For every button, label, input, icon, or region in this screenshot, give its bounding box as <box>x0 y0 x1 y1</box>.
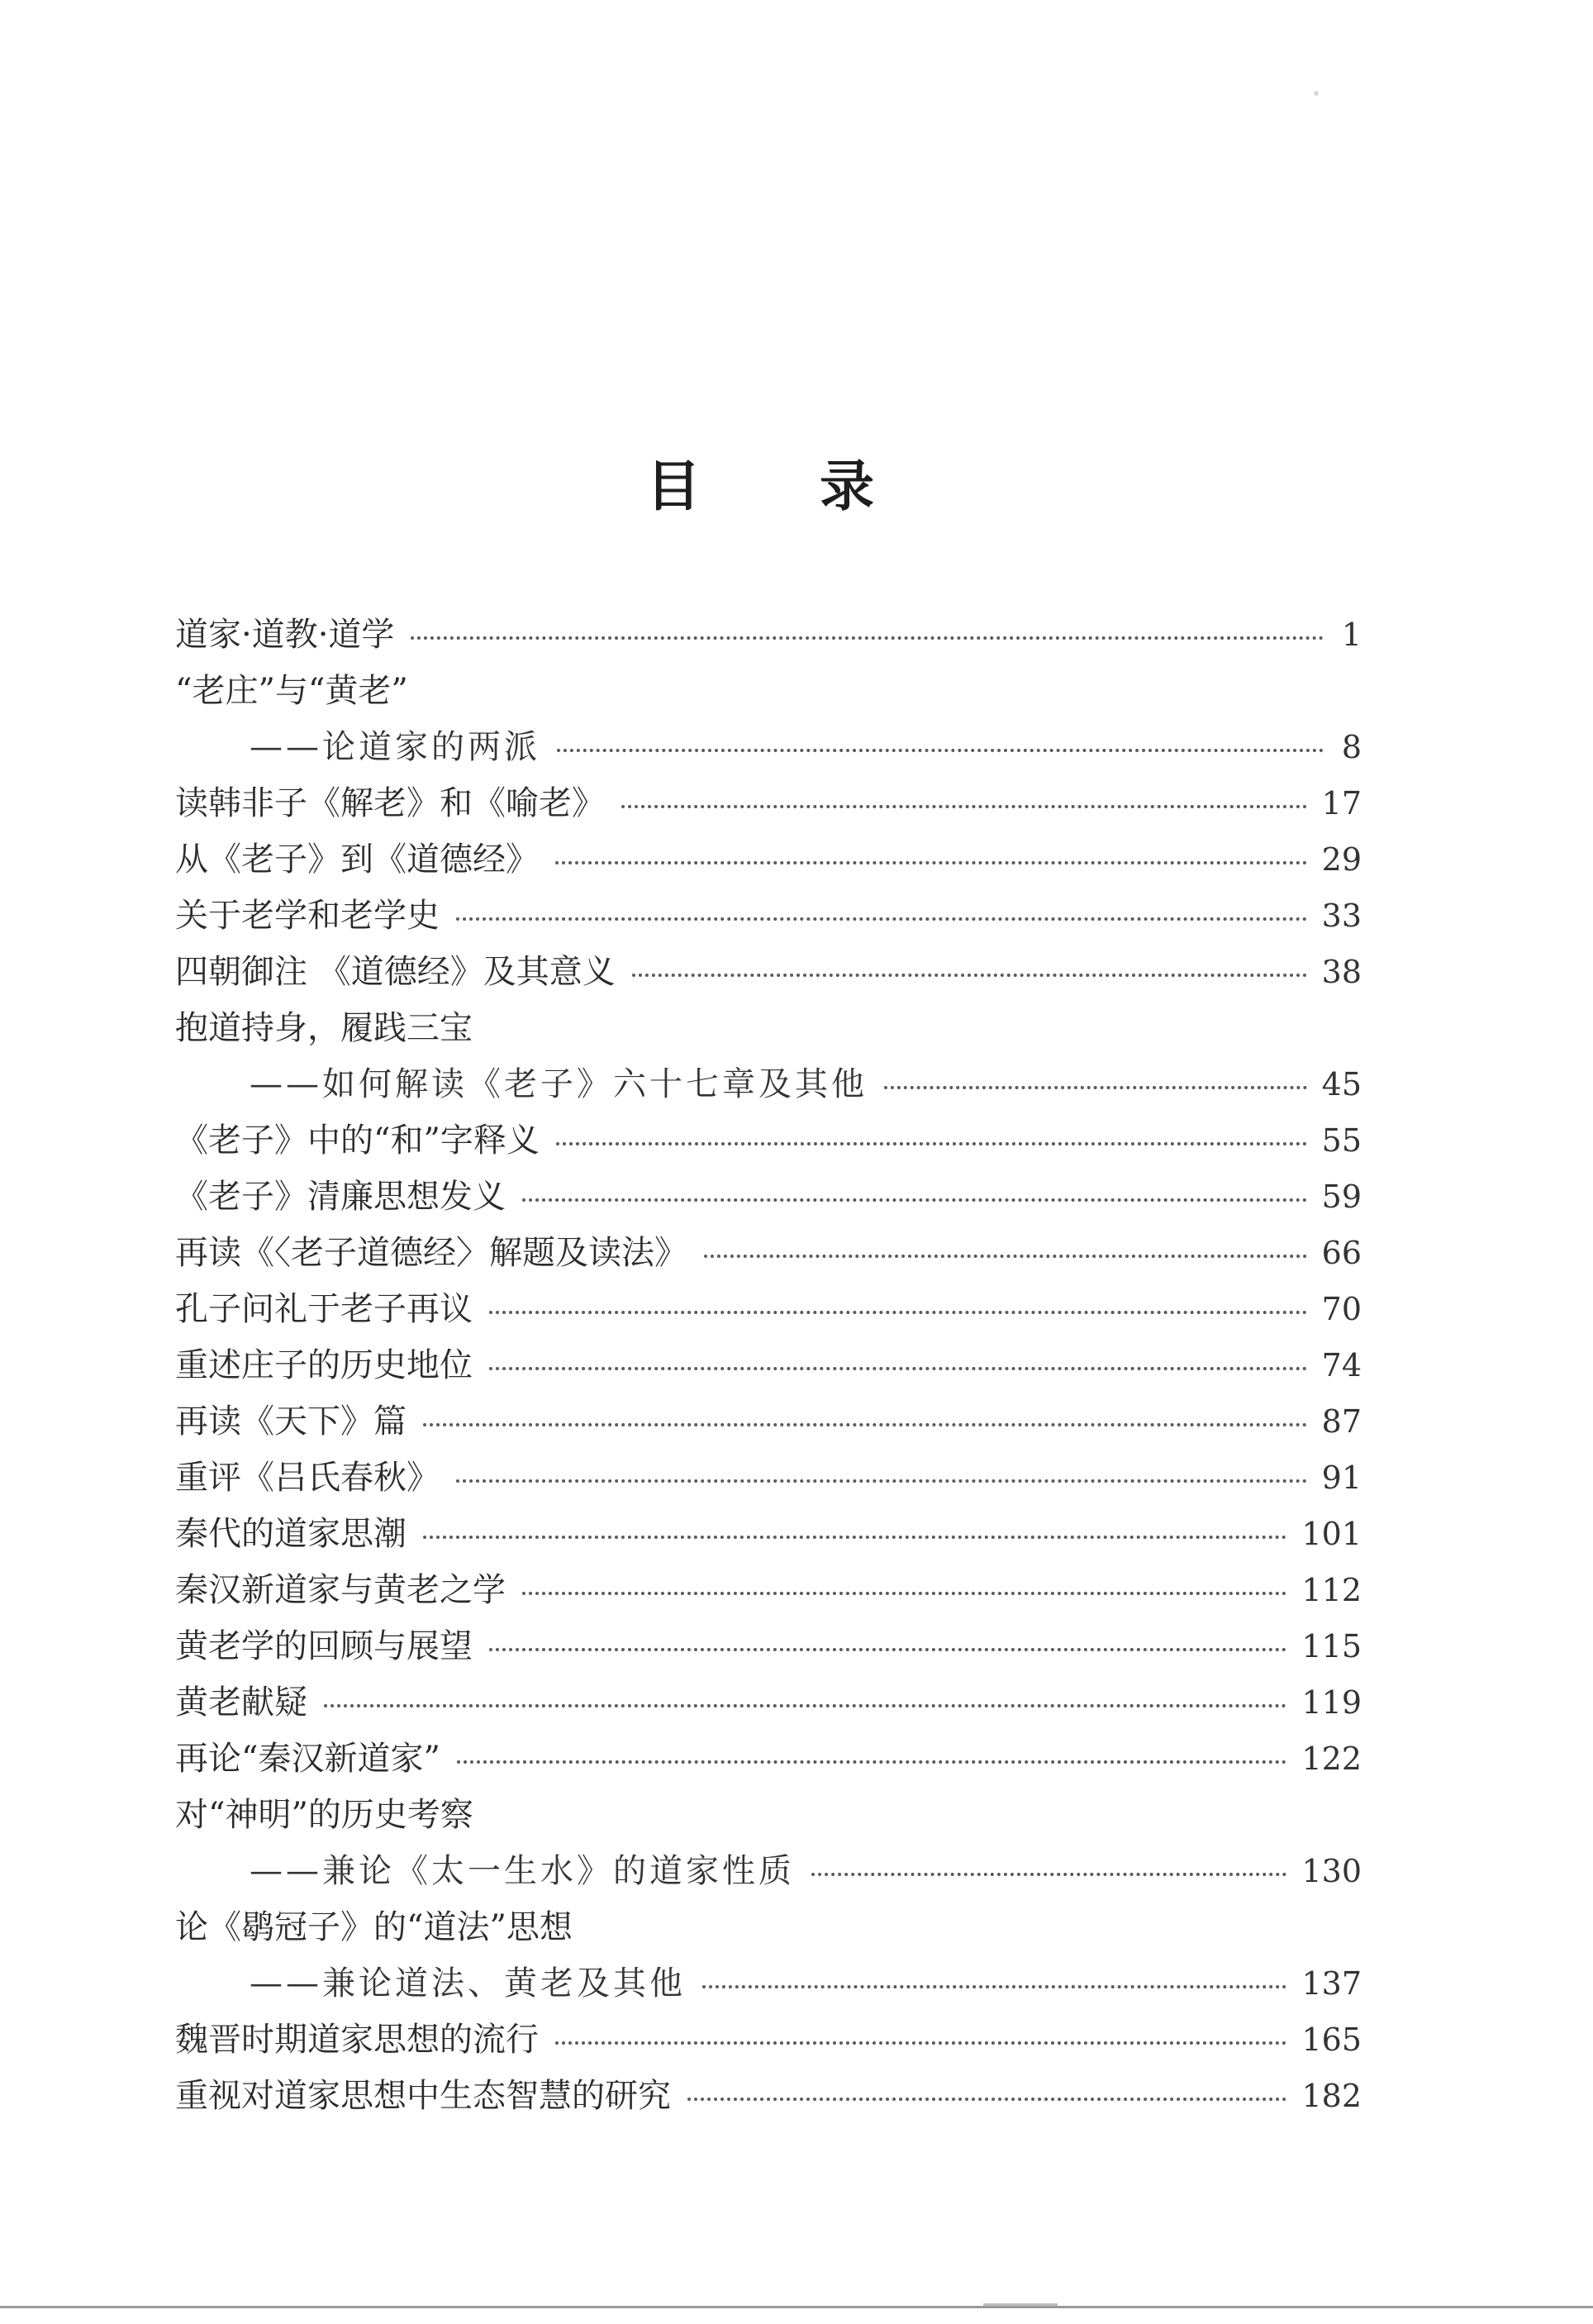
toc-page-number: 17 <box>1321 785 1362 821</box>
toc-page-number: 87 <box>1321 1403 1362 1440</box>
dot-leader <box>489 1648 1286 1651</box>
toc-entry[interactable] <box>175 1000 1362 1056</box>
toc-page-number: 38 <box>1321 954 1362 990</box>
toc-entry-title: 对“神明”的历史考察 <box>175 1796 473 1834</box>
toc-page-number: 130 <box>1301 1853 1362 1889</box>
toc-entry-title: 关于老学和老学史 <box>175 897 440 935</box>
dot-leader <box>811 1873 1286 1876</box>
toc-entry-title: 黄老献疑 <box>175 1683 307 1722</box>
dot-leader <box>704 1255 1307 1258</box>
toc-entry-title: 秦汉新道家与黄老之学 <box>175 1571 506 1609</box>
dot-leader <box>457 1760 1287 1764</box>
table-of-contents <box>175 607 1362 2124</box>
toc-entry[interactable] <box>175 831 1362 888</box>
bottom-edge-rule <box>0 2306 1593 2308</box>
toc-entry-title: 重评《吕氏春秋》 <box>175 1459 440 1497</box>
dot-leader <box>489 1367 1307 1370</box>
scan-speck <box>1314 91 1319 96</box>
dot-leader <box>423 1536 1286 1539</box>
toc-page-number: 1 <box>1341 617 1362 653</box>
toc-entry[interactable] <box>175 1562 1362 1618</box>
toc-entry[interactable] <box>175 1506 1362 1562</box>
toc-page-number: 165 <box>1301 2022 1362 2058</box>
toc-entry[interactable] <box>175 2012 1362 2068</box>
toc-entry[interactable] <box>175 1618 1362 1674</box>
toc-page-number: 182 <box>1301 2078 1362 2114</box>
dot-leader <box>423 1423 1307 1426</box>
toc-entry-subtitle[interactable] <box>175 1843 1362 1899</box>
toc-entry-title: 论《鹖冠子》的“道法”思想 <box>175 1908 573 1946</box>
toc-page-number: 70 <box>1321 1291 1362 1327</box>
toc-entry-title: 再读《天下》篇 <box>175 1402 407 1441</box>
toc-entry[interactable] <box>175 1393 1362 1450</box>
toc-entry-subtitle[interactable] <box>175 1955 1362 2012</box>
dot-leader <box>687 2098 1286 2101</box>
dot-leader <box>621 805 1307 808</box>
toc-entry[interactable] <box>175 1787 1362 1843</box>
dot-leader <box>632 974 1307 977</box>
toc-entry-subtitle-text: ——兼论《太一生水》的道家性质 <box>250 1852 795 1890</box>
toc-entry-subtitle-text: ——如何解读《老子》六十七章及其他 <box>250 1065 868 1103</box>
toc-page-number: 29 <box>1321 841 1362 878</box>
dot-leader <box>884 1086 1307 1089</box>
toc-page-number: 74 <box>1321 1347 1362 1383</box>
dot-leader <box>702 1985 1286 1988</box>
toc-entry-subtitle[interactable] <box>175 719 1362 775</box>
title-char-1: 目 <box>646 454 701 518</box>
toc-entry[interactable] <box>175 2068 1362 2124</box>
toc-entry[interactable] <box>175 1899 1362 1955</box>
toc-entry-title: 魏晋时期道家思想的流行 <box>175 2021 539 2059</box>
toc-page-number: 66 <box>1321 1235 1362 1271</box>
toc-entry-title: 《老子》清廉思想发义 <box>175 1178 506 1216</box>
toc-entry-title: 重述庄子的历史地位 <box>175 1346 473 1384</box>
toc-entry-title: 重视对道家思想中生态智慧的研究 <box>175 2077 671 2115</box>
toc-entry-title: 秦代的道家思潮 <box>175 1515 407 1553</box>
dot-leader <box>556 1142 1307 1145</box>
toc-page-number: 101 <box>1301 1516 1362 1552</box>
toc-entry[interactable] <box>175 1731 1362 1787</box>
dot-leader <box>456 1479 1307 1483</box>
toc-page-number: 59 <box>1321 1179 1362 1215</box>
toc-entry-title: 再论“秦汉新道家” <box>175 1740 440 1778</box>
toc-entry-subtitle[interactable] <box>175 1056 1362 1112</box>
toc-entry[interactable] <box>175 663 1362 719</box>
toc-entry[interactable] <box>175 1450 1362 1506</box>
toc-entry-title: 从《老子》到《道德经》 <box>175 841 539 879</box>
toc-entry[interactable] <box>175 1169 1362 1225</box>
toc-entry-title: 黄老学的回顾与展望 <box>175 1627 473 1665</box>
toc-entry-title: 《老子》中的“和”字释义 <box>175 1122 540 1160</box>
toc-page-number: 119 <box>1301 1684 1362 1721</box>
toc-entry-title: “老庄”与“黄老” <box>175 672 408 710</box>
toc-entry-subtitle-text: ——论道家的两派 <box>250 728 540 766</box>
toc-entry[interactable] <box>175 1225 1362 1281</box>
toc-entry[interactable] <box>175 888 1362 944</box>
dot-leader <box>456 917 1307 921</box>
toc-page-number: 8 <box>1341 729 1362 765</box>
toc-page-number: 33 <box>1321 898 1362 934</box>
page-title <box>0 445 1593 527</box>
toc-page-number: 55 <box>1321 1122 1362 1159</box>
dot-leader <box>555 861 1307 864</box>
toc-entry[interactable] <box>175 1674 1362 1731</box>
title-char-2: 录 <box>820 454 874 518</box>
toc-page-number: 112 <box>1301 1572 1362 1608</box>
toc-page-number: 115 <box>1301 1628 1362 1664</box>
toc-entry[interactable] <box>175 1337 1362 1393</box>
toc-entry-title: 孔子问礼于老子再议 <box>175 1290 473 1328</box>
toc-page-number: 122 <box>1301 1741 1362 1777</box>
toc-entry[interactable] <box>175 1112 1362 1169</box>
toc-entry[interactable] <box>175 944 1362 1000</box>
dot-leader <box>557 749 1324 752</box>
dot-leader <box>522 1592 1286 1595</box>
dot-leader <box>489 1311 1307 1314</box>
toc-page-number: 45 <box>1321 1066 1362 1102</box>
toc-entry-title: 读韩非子《解老》和《喻老》 <box>175 784 605 822</box>
toc-entry[interactable] <box>175 775 1362 831</box>
toc-page-number: 137 <box>1301 1965 1362 2002</box>
dot-leader <box>555 2041 1286 2045</box>
toc-entry-subtitle-text: ——兼论道法、黄老及其他 <box>250 1964 686 2003</box>
dot-leader <box>411 636 1324 640</box>
toc-entry-title: 抱道持身，履践三宝 <box>175 1009 473 1047</box>
dot-leader <box>522 1198 1307 1202</box>
toc-entry-title: 再读《〈老子道德经〉解题及读法》 <box>175 1234 687 1272</box>
toc-page-number: 91 <box>1321 1460 1362 1496</box>
toc-entry-title: 四朝御注 《道德经》及其意义 <box>175 953 616 991</box>
dot-leader <box>324 1704 1286 1707</box>
toc-entry-title: 道家·道教·道学 <box>175 616 395 654</box>
toc-entry[interactable] <box>175 1281 1362 1337</box>
toc-entry[interactable] <box>175 607 1362 663</box>
